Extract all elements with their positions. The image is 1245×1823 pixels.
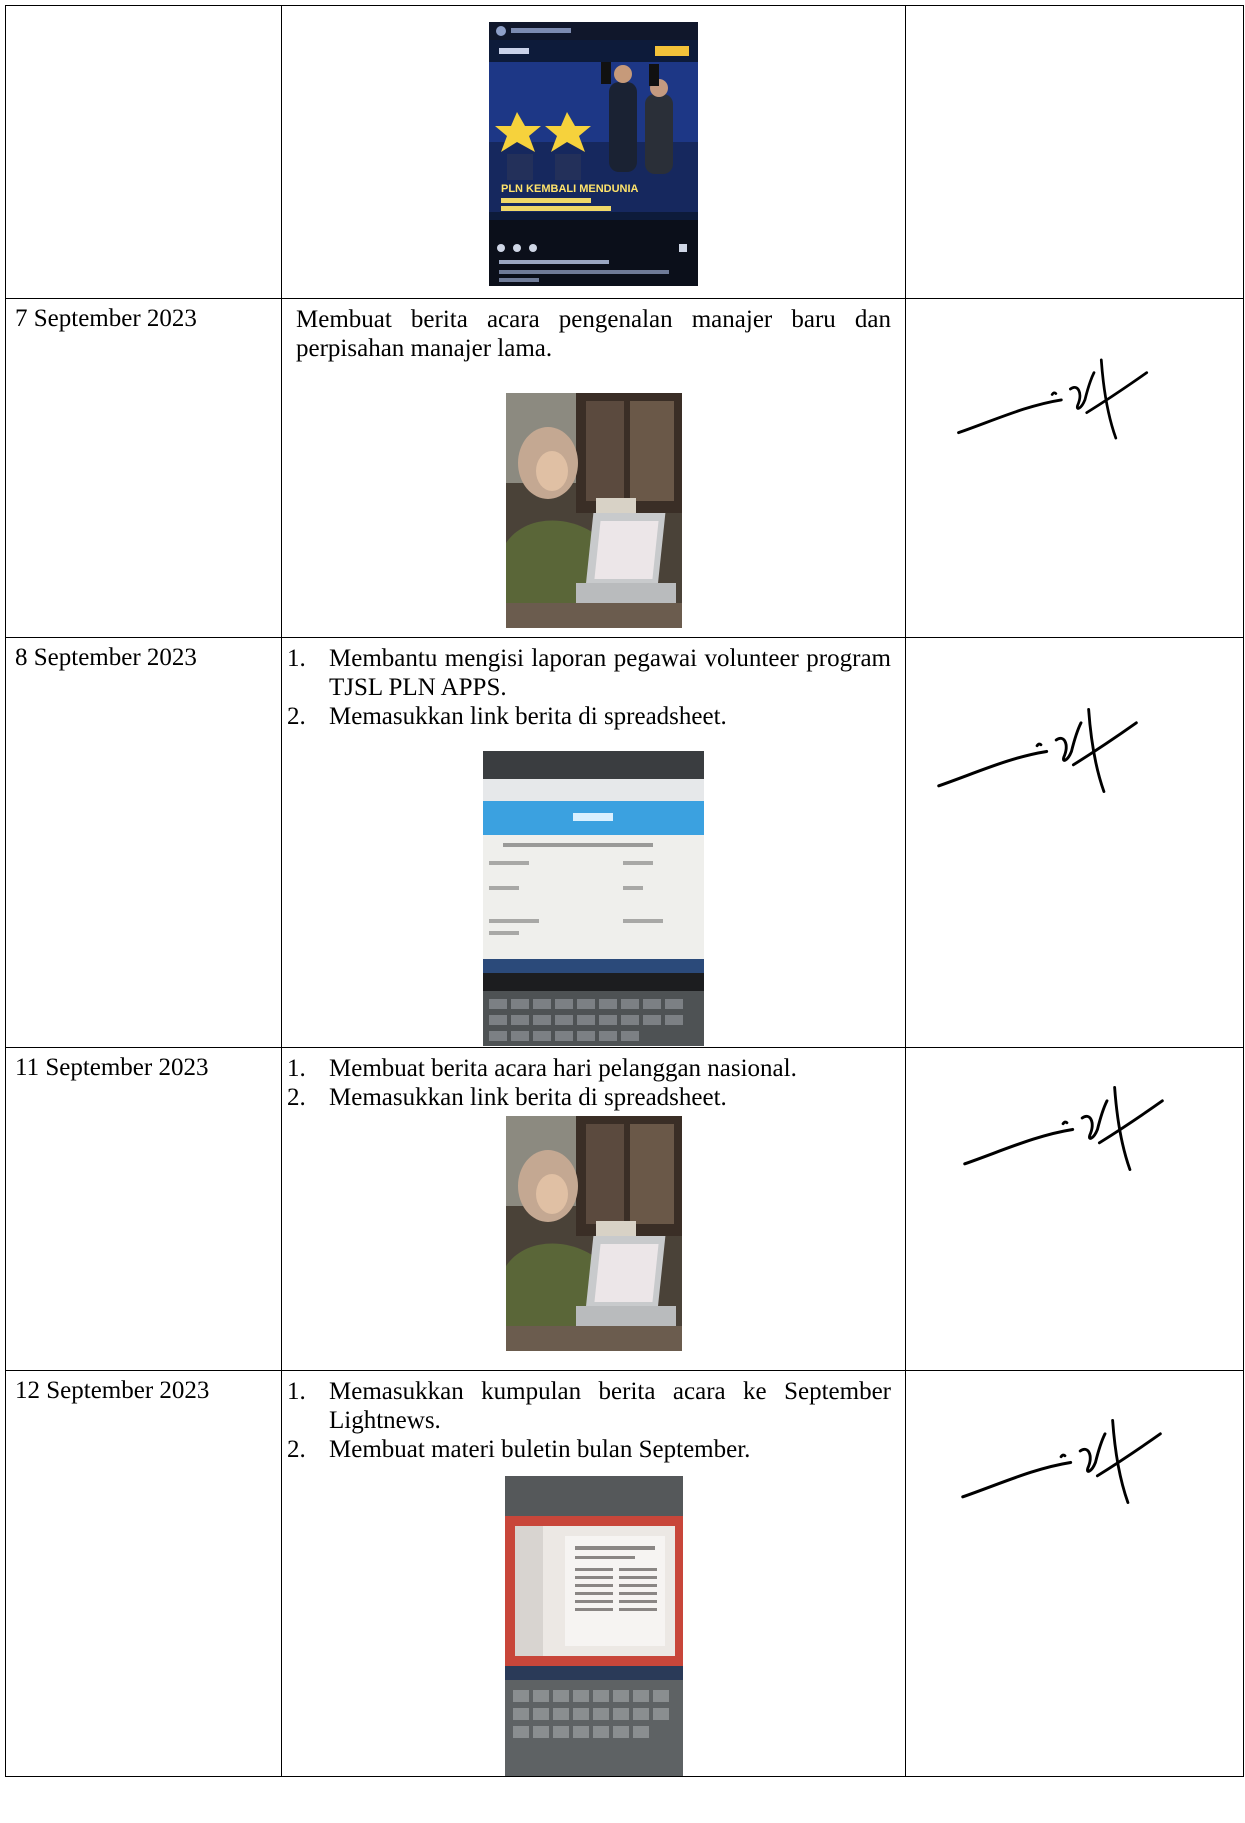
list-item: 1. Membuat berita acara hari pelanggan nasional. — [287, 1055, 797, 1082]
date-cell — [6, 1371, 282, 1777]
list-item: 1. Membantu mengisi laporan pegawai volunteer program TJSL PLN APPS. — [287, 645, 891, 701]
entry-date: 11 September 2023 — [15, 1054, 209, 1081]
activity-description: Membuat berita acara pengenalan manajer baru dan perpisahan manajer lama. — [296, 306, 891, 362]
instagram-post-photo — [489, 22, 698, 286]
signature-mark — [934, 698, 1144, 803]
activity-photo — [483, 751, 704, 1046]
activity-log-table — [5, 5, 1244, 1777]
table-row — [6, 299, 1244, 638]
table-row — [6, 638, 1244, 1048]
activity-cell — [282, 1371, 906, 1777]
list-item: 2. Memasukkan link berita di spreadsheet. — [287, 1084, 727, 1111]
date-cell — [6, 638, 282, 1048]
signature-cell — [906, 1371, 1244, 1777]
activity-photo — [505, 1476, 683, 1776]
activity-photo — [506, 1116, 682, 1351]
signature-mark — [960, 1076, 1170, 1181]
date-cell — [6, 299, 282, 638]
date-cell — [6, 6, 282, 299]
post-headline: PLN KEMBALI MENDUNIA — [501, 183, 639, 195]
table-row — [6, 6, 1244, 299]
signature-cell — [906, 299, 1244, 638]
table-row — [6, 1048, 1244, 1371]
entry-date: 8 September 2023 — [15, 644, 197, 671]
table-row — [6, 1371, 1244, 1777]
task-list — [287, 1377, 891, 1464]
signature-cell — [906, 6, 1244, 299]
activity-cell — [282, 6, 906, 299]
signature-cell — [906, 1048, 1244, 1371]
activity-photo — [506, 393, 682, 628]
entry-date: 7 September 2023 — [15, 305, 197, 332]
activity-cell — [282, 638, 906, 1048]
task-list — [287, 1054, 891, 1112]
list-item: 2. Memasukkan link berita di spreadsheet. — [287, 703, 727, 730]
list-item: 2. Membuat materi buletin bulan September. — [287, 1436, 751, 1463]
activity-cell — [282, 299, 906, 638]
signature-mark — [954, 349, 1154, 449]
activity-cell — [282, 1048, 906, 1371]
date-cell — [6, 1048, 282, 1371]
signature-cell — [906, 638, 1244, 1048]
list-item: 1. Memasukkan kumpulan berita acara ke September Lightnews. — [287, 1378, 891, 1434]
task-list — [287, 644, 891, 731]
entry-date: 12 September 2023 — [15, 1377, 210, 1404]
signature-mark — [958, 1409, 1168, 1514]
